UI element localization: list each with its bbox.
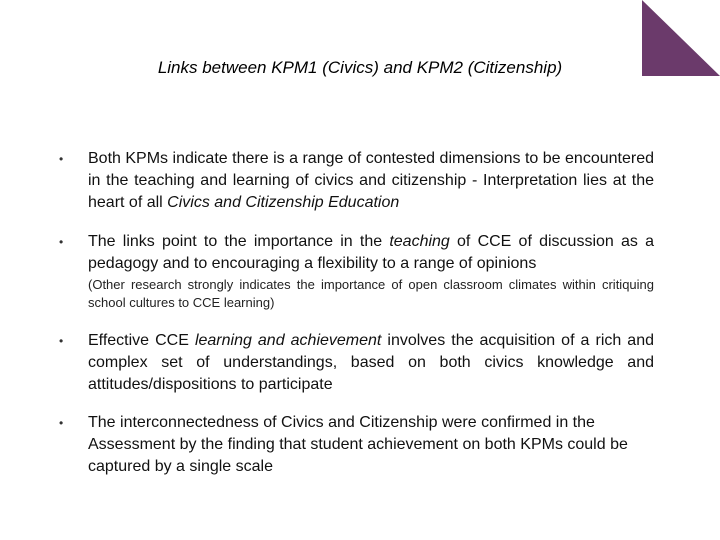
bullet-marker: • [59,334,64,348]
bullet-marker: • [59,152,64,166]
bullet-text-1 [88,148,654,214]
bullet-text-2-part-3: of CCE of discussion as a pedagogy and to encouraging a flexibility to a range of opinions [88,233,655,272]
bullet-text-2-emphasis: teaching [389,233,450,250]
bullet-marker: • [59,416,64,430]
bullet-text-3 [88,330,654,396]
bullet-text-3-emphasis: learning and achievement [194,332,382,349]
slide-title: Links between KPM1 (Civics) and KPM2 (Citizenship) [157,58,563,77]
bullet-text-2-part-1: The links point to the importance in the [88,233,390,250]
bullet-text-1-emphasis: Civics and Citizenship Education [167,194,400,211]
bullet-text-1-part-1: Both KPMs indicate there is a range of contested dimensions to be encountered in the teaching and learning of civics and citizenship - Interpretation lies at the heart of all [88,150,654,211]
bullet-text-2 [88,231,654,275]
bullet-text-4: The interconnectedness of Civics and Citizenship were confirmed in the Assessment by the finding that student achievement on both KPMs could be captured by a single scale [88,414,628,475]
bullet-marker: • [59,235,64,249]
bullet-text-3-part-1: Effective CCE [88,332,195,349]
bullet-text-3-part-3: involves the acquisition of a rich and complex set of understandings, based on both civics knowledge and attitudes/dispositions to participate [88,332,654,393]
bullet-2-subnote: (Other research strongly indicates the importance of open classroom climates within critiquing school cultures to CCE learning) [88,277,654,310]
